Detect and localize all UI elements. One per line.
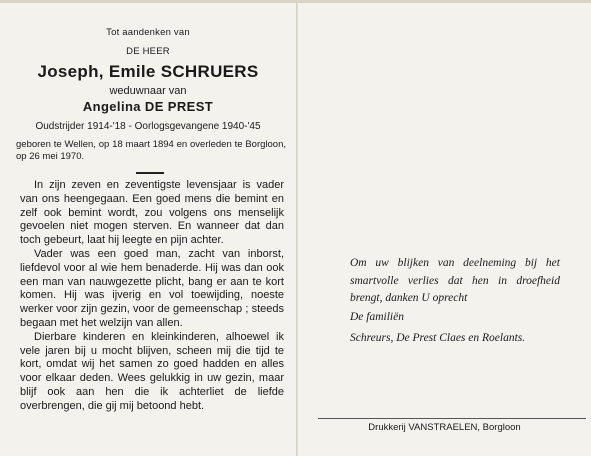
paragraph-2: Vader was een goed man, zacht van inborst, liefdevol voor al wie hem benaderde. Hij was dan ook een man van nauwgezette plicht, bang er aan te kort komen. Hij was ijverig en vol toewijding, noeste werker voor zijn gezin, voor de gemeenschap ; steeds begaan met het welzijn van allen. <box>20 247 284 329</box>
widower-line: weduwnaar van <box>109 85 187 97</box>
families-label: De familiën <box>350 311 404 323</box>
printer-rule <box>318 418 586 419</box>
paragraph-3: Dierbare kinderen en kleinkinderen, alhoewel ik vele jaren bij u mocht blijven, scheen mij die tijd te kort, omdat wij het samen zo goed hadden en alles voor elkaar deden. Wees gelukkig in uw gezin, maar blijf ook aan hen die ik achterliet de liefde overbrengen, die gij mij betoond hebt. <box>20 330 284 412</box>
birth-death-line: geboren te Wellen, op 18 maart 1894 en overleden te Borgloon, op 26 mei 1970. <box>16 139 286 162</box>
paragraph-1: In zijn zeven en zeventigste levensjaar is vader van ons heengegaan. Een goed mens die bemint en zelf ook bemint wordt, zou volgens ons menselijk gevoelen niet mogen sterven. En wanneer dat dan toch gebeurt, laat hij leegte en pijn achter. <box>20 179 284 247</box>
deceased-name: Joseph, Emile SCHRUERS <box>37 62 259 81</box>
memorial-text <box>20 179 284 414</box>
in-memory-line: Tot aandenken van <box>106 27 190 38</box>
right-panel <box>298 0 591 456</box>
thanks-text: Om uw blijken van deelneming bij het smartvolle verlies dat hen in droefheid brengt, danken U oprecht <box>350 257 560 304</box>
separator-rule <box>136 172 164 174</box>
printer-line: Drukkerij VANSTRAELEN, Borgloon <box>368 422 521 433</box>
veteran-line: Oudstrijder 1914-'18 - Oorlogsgevangene 1940-'45 <box>35 121 261 132</box>
families-names: Schreurs, De Prest Claes en Roelants. <box>350 332 526 344</box>
wife-name: Angelina DE PREST <box>82 99 214 114</box>
title-line: DE HEER <box>126 46 170 57</box>
